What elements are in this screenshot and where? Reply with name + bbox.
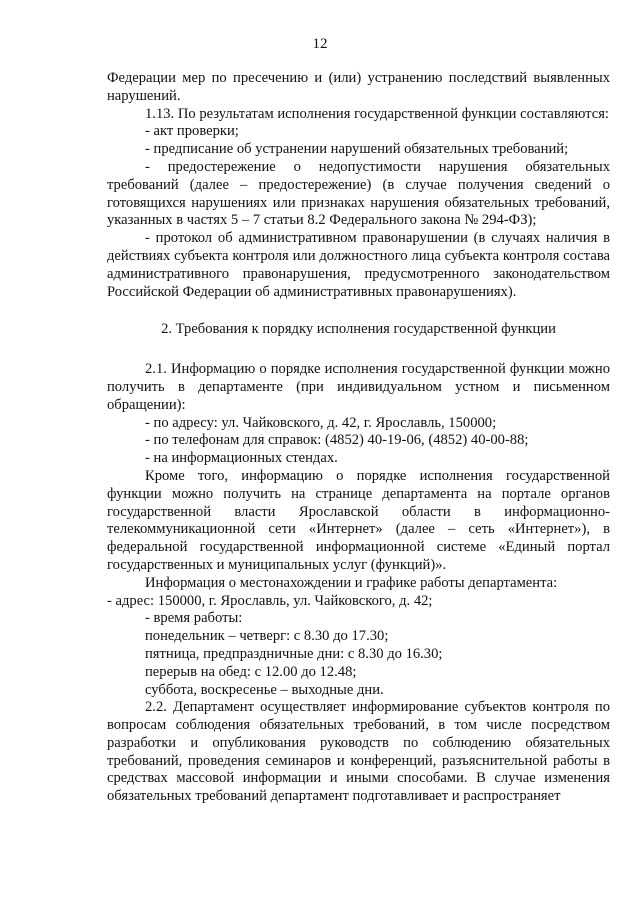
schedule-lunch: перерыв на обед: с 12.00 до 12.48; — [145, 663, 357, 680]
paragraph-2-2: 2.2. Департамент осуществляет информирование субъектов контроля по вопросам соблюдения обязательных требований, в том числе посредством разработки и опубликования руководств по соблюдению обязательных требований, проведения семинаров и конференций, разъяснительной работы в средствах массовой информации и иными способами. В случае изменения обязательных требований департамент подготавливает и распространяет — [107, 699, 610, 805]
list-item-inspection-act: - акт проверки; — [145, 123, 239, 140]
paragraph-2-1: 2.1. Информацию о порядке исполнения государственной функции можно получить в департаменте (при индивидуальном устном и письменном обращении): — [107, 361, 610, 413]
paragraph-internet-info: Кроме того, информацию о порядке исполнения государственной функции можно получить на странице департамента на портале органов государственной власти Ярославской области в информационно-телекоммуникационной сети «Интернет» (далее – сеть «Интернет»), в федеральной государственной информационной системе «Единый портал государственных и муниципальных услуг (функций)». — [107, 467, 610, 573]
schedule-friday: пятница, предпраздничные дни: с 8.30 до 16.30; — [145, 645, 443, 662]
schedule-weekend: суббота, воскресенье – выходные дни. — [145, 681, 384, 698]
paragraph-continuation: Федерации мер по пресечению и (или) устранению последствий выявленных нарушений. — [107, 70, 610, 104]
section-heading: 2. Требования к порядку исполнения государственной функции — [161, 321, 556, 338]
list-item-working-hours: - время работы: — [145, 610, 243, 627]
schedule-mon-thu: понедельник – четверг: с 8.30 до 17.30; — [145, 628, 389, 645]
paragraph-location-info: Информация о местонахождении и графике работы департамента: — [145, 574, 558, 591]
list-item-phones: - по телефонам для справок: (4852) 40-19-06, (4852) 40-00-88; — [145, 432, 529, 449]
list-item-location-address: - адрес: 150000, г. Ярославль, ул. Чайковского, д. 42; — [107, 592, 433, 609]
document-body — [107, 70, 610, 806]
list-item-prescription: - предписание об устранении нарушений обязательных требований; — [145, 141, 569, 158]
list-item-protocol: - протокол об административном правонарушении (в случаях наличия в действиях субъекта контроля или должностного лица субъекта контроля состава административного правонарушения, предусмотренного законодательством Российской Федерации об административных правонарушениях). — [107, 230, 610, 300]
paragraph-1-13: 1.13. По результатам исполнения государственной функции составляются: — [145, 105, 609, 122]
list-item-warning: - предостережение о недопустимости нарушения обязательных требований (далее – предостережение) (в случае получения сведений о готовящихся нарушениях или признаках нарушения обязательных требований, указанных в частях 5 – 7 статьи 8.2 Федерального закона № 294-ФЗ); — [107, 158, 610, 229]
list-item-stands: - на информационных стендах. — [145, 450, 338, 467]
list-item-address: - по адресу: ул. Чайковского, д. 42, г. Ярославль, 150000; — [145, 414, 497, 431]
page-number: 12 — [312, 36, 328, 52]
